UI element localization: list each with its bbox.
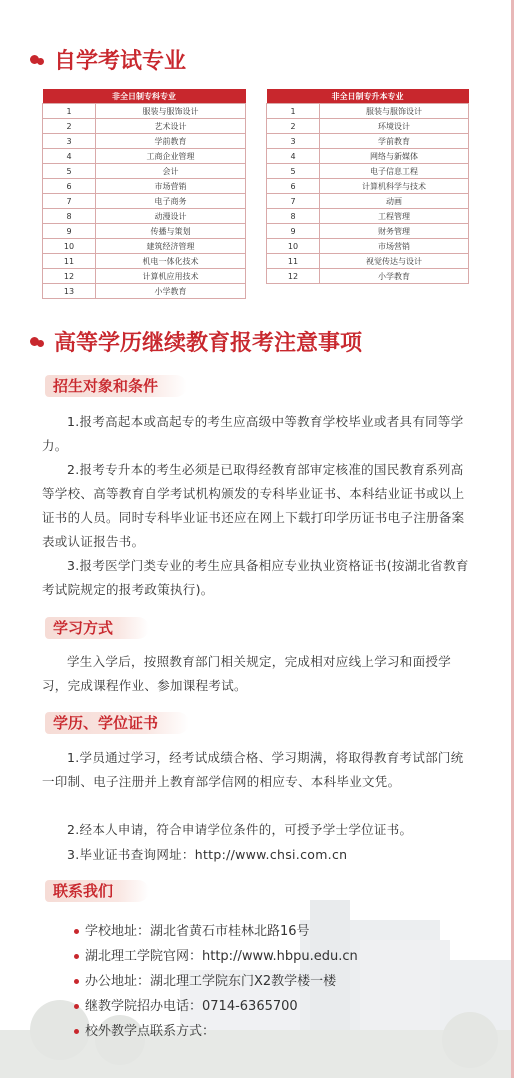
bullet-icon <box>74 954 79 959</box>
row-number: 13 <box>43 284 96 299</box>
major-name: 建筑经济管理 <box>96 239 246 254</box>
table-row <box>43 194 246 209</box>
bullet-icon <box>74 979 79 984</box>
table-row <box>43 269 246 284</box>
major-name: 小学教育 <box>96 284 246 299</box>
table-row <box>43 119 246 134</box>
table-row <box>267 194 469 209</box>
row-number: 7 <box>43 194 96 209</box>
major-name: 服装与服饰设计 <box>96 104 246 119</box>
table-row <box>43 239 246 254</box>
section-title-text: 自学考试专业 <box>54 49 187 74</box>
major-name: 财务管理 <box>320 224 469 239</box>
table-row <box>267 179 469 194</box>
table-row <box>43 164 246 179</box>
subheading-enroll: 招生对象和条件 <box>45 375 187 397</box>
major-name: 机电一体化技术 <box>96 254 246 269</box>
table-upgrade-bachelor-majors <box>266 89 469 284</box>
major-name: 环境设计 <box>320 119 469 134</box>
row-number: 12 <box>267 269 320 284</box>
bullet-icon <box>74 1004 79 1009</box>
table-row <box>43 284 246 299</box>
row-number: 4 <box>43 149 96 164</box>
section-title-notice <box>30 326 362 357</box>
table-row <box>267 209 469 224</box>
major-name: 电子信息工程 <box>320 164 469 179</box>
table-row <box>43 104 246 119</box>
major-name: 服装与服饰设计 <box>320 104 469 119</box>
major-name: 网络与新媒体 <box>320 149 469 164</box>
row-number: 8 <box>43 209 96 224</box>
row-number: 1 <box>43 104 96 119</box>
paragraph-degree-2: 2.经本人申请，符合申请学位条件的，可授予学士学位证书。 <box>67 822 413 837</box>
table-row <box>267 134 469 149</box>
table-junior-college-majors <box>42 89 246 299</box>
row-number: 5 <box>267 164 320 179</box>
major-name: 工程管理 <box>320 209 469 224</box>
contact-website: 湖北理工学院官网：http://www.hbpu.edu.cn <box>74 944 358 969</box>
major-name: 学前教育 <box>320 134 469 149</box>
row-number: 1 <box>267 104 320 119</box>
row-number: 8 <box>267 209 320 224</box>
table-row <box>43 209 246 224</box>
row-number: 3 <box>267 134 320 149</box>
major-name: 动漫设计 <box>96 209 246 224</box>
subheading-contact: 联系我们 <box>45 880 149 902</box>
major-name: 学前教育 <box>96 134 246 149</box>
paragraph-enroll-2: 2.报考专升本的考生必须是已取得经教育部审定核准的国民教育系列高等学校、高等教育自学考试机构颁发的专科毕业证书、本科结业证书或以上证书的人员。同时专科毕业证书还应在网上下载打印学历证书电子注册备案表或认证报告书。 <box>42 462 465 549</box>
paragraph-enroll-1: 1.报考高起本或高起专的考生应高级中等教育学校毕业或者具有同等学力。 <box>42 414 464 453</box>
major-name: 市场营销 <box>96 179 246 194</box>
table-row <box>267 254 469 269</box>
row-number: 3 <box>43 134 96 149</box>
bullet-icon <box>74 1029 79 1034</box>
row-number: 12 <box>43 269 96 284</box>
major-name: 传播与策划 <box>96 224 246 239</box>
table-row <box>43 134 246 149</box>
table-row <box>267 119 469 134</box>
row-number: 4 <box>267 149 320 164</box>
subheading-study: 学习方式 <box>45 617 149 639</box>
contact-office: 办公地址：湖北理工学院东门X2教学楼一楼 <box>74 969 358 994</box>
table-row <box>43 179 246 194</box>
section-title-self-study <box>30 44 186 75</box>
paragraph-degree-3: 3.毕业证书查询网址：http://www.chsi.com.cn <box>67 847 348 862</box>
section-title-text: 高等学历继续教育报考注意事项 <box>54 331 363 356</box>
table-row <box>267 104 469 119</box>
major-name: 电子商务 <box>96 194 246 209</box>
major-name: 计算机应用技术 <box>96 269 246 284</box>
subheading-degree: 学历、学位证书 <box>45 712 189 734</box>
row-number: 11 <box>267 254 320 269</box>
table-row <box>43 254 246 269</box>
row-number: 2 <box>43 119 96 134</box>
major-name: 小学教育 <box>320 269 469 284</box>
table-row <box>43 149 246 164</box>
row-number: 2 <box>267 119 320 134</box>
major-name: 工商企业管理 <box>96 149 246 164</box>
row-number: 5 <box>43 164 96 179</box>
row-number: 11 <box>43 254 96 269</box>
paragraph-study: 学生入学后，按照教育部门相关规定，完成相对应线上学习和面授学习，完成课程作业、参加课程考试。 <box>42 654 452 693</box>
row-number: 9 <box>43 224 96 239</box>
table-header: 非全日制专升本专业 <box>267 89 469 104</box>
major-name: 会计 <box>96 164 246 179</box>
table-row <box>267 149 469 164</box>
row-number: 9 <box>267 224 320 239</box>
contact-offsite: 校外教学点联系方式： <box>74 1019 358 1044</box>
bullet-icon <box>74 929 79 934</box>
table-row <box>267 269 469 284</box>
paragraph-degree-1: 1.学员通过学习，经考试成绩合格、学习期满，将取得教育考试部门统一印制、电子注册并上教育部学信网的相应专、本科毕业文凭。 <box>42 750 464 789</box>
major-name: 市场营销 <box>320 239 469 254</box>
bullet-dots-icon <box>30 53 46 67</box>
table-header: 非全日制专科专业 <box>43 89 246 104</box>
major-name: 计算机科学与技术 <box>320 179 469 194</box>
table-row <box>43 224 246 239</box>
paragraph-enroll-3: 3.报考医学门类专业的考生应具备相应专业执业资格证书(按湖北省教育考试院规定的报考政策执行)。 <box>42 558 469 597</box>
row-number: 10 <box>43 239 96 254</box>
row-number: 7 <box>267 194 320 209</box>
contact-list <box>74 919 358 1044</box>
bullet-dots-icon <box>30 335 46 349</box>
major-name: 动画 <box>320 194 469 209</box>
contact-phone: 继教学院招办电话：0714-6365700 <box>74 994 358 1019</box>
major-name: 视觉传达与设计 <box>320 254 469 269</box>
row-number: 6 <box>43 179 96 194</box>
row-number: 6 <box>267 179 320 194</box>
table-row <box>267 239 469 254</box>
table-row <box>267 224 469 239</box>
contact-address: 学校地址：湖北省黄石市桂林北路16号 <box>74 919 358 944</box>
table-row <box>267 164 469 179</box>
row-number: 10 <box>267 239 320 254</box>
major-name: 艺术设计 <box>96 119 246 134</box>
